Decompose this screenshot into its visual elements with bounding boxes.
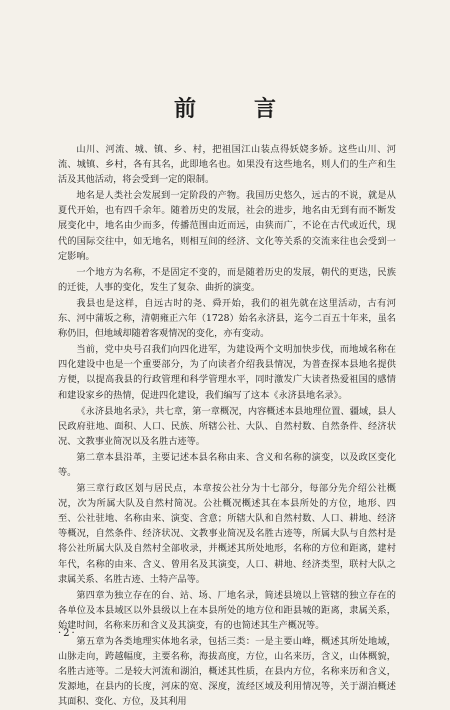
paragraph: 第三章行政区划与居民点，本章按公社分为十七部分，每部分先介绍公社概况，次为所属大队及自然村简况。公社概况概述其在本县所处的方位，地形、四至、公社驻地、名称由来、演变、含意；所辖大队和自然村数、人口、耕地、经济等概况，自然条件、经济状况、文教事业简况及名胜古迹等，所属大队与自然村是将公社所属大队及自然村全部收录，并概述其所处地形，名称的方位和距离，建村年代，名称的由来、含义、曾用名及其演变，人口、耕地、经济类型，联村大队之隶属关系、名胜古迹、土特产品等。 — [58, 483, 396, 585]
paragraph: 一个地方为名称，不是固定不变的，而是随着历史的发展，朝代的更迭，民族的迁徙，人事的变化，发生了复杂、曲折的演变。 — [58, 266, 396, 293]
paragraph: 地名是人类社会发展到一定阶段的产物。我国历史悠久，远古的不说，就是从夏代开始，也有四千余年。随着历史的发展，社会的进步，地名由无到有而不断发展变化中，地名由少而多，传播范围由近而远，由狭而广，不论在古代或近代，现代的国际交往中，如无地名，则相互间的经济、文化等关系的交流来往也会受到一定影响。 — [58, 190, 396, 262]
paragraph: 当前，党中央号召我们向四化进军，为建设两个文明加快步伐，而地域名称在四化建设中也是一个重要部分，为了向读者介绍我县情况，为普查探本县地名提供方便，以提高我县的行政管理和科学管理水平，同时激发广大读者热爱祖国的感情和建设家乡的热情，促进四化建设，我们编写了这本《永济县地名录》。 — [58, 344, 396, 401]
body-text — [58, 142, 396, 710]
paragraph: 我县也是这样，自远古时的尧、舜开始，我们的祖先就在这里活动，古有河东、河中蒲坂之称，清朝雍正六年（1728）始名永济县，迄今二百五十年来，虽名称仍旧，但地域却随着客观情况的变化，亦有变动。 — [58, 297, 396, 340]
paragraph: 《永济县地名录》，共七章，第一章概况，内容概述本县地理位置、疆域，县人民政府驻地、面积、人口、民族、所辖公社、大队、自然村数、自然条件、经济状况、文教事业简况以及名胜古迹等。 — [58, 405, 396, 447]
paragraph: 第四章为独立存在的台、站、场、厂地名录，简述县境以上管辖的独立存在的各单位及本县域区以外县级以上在本县所处的地方位和距县城的距离，隶属关系，始建时间，名称来历和含义及其演变，有的也简述其生产概况等。 — [58, 589, 396, 631]
paragraph: 第五章为各类地理实体地名录，包括三类：一是主要山峰，概述其所处地域，山脉走向，跨越幅度，主要名称，海拔高度，方位，山名来历，含义，山体概貌，名胜古迹等。二是较大河流和湖泊，概述其性质，在县内方位，名称来历和含义，发源地，在县内的长度，河床的宽、深度，流经区域及利用情况等，关于湖泊概述其面积、变化、方位，及其利用 — [58, 636, 396, 708]
page-title: 前 言 — [173, 96, 294, 122]
paragraph: 山川、河流、城、镇、乡、村，把祖国江山装点得妖娆多娇。这些山川、河流、城镇、乡村，各有其名，此即地名也。如果没有这些地名，则人们的生产和生活及其他活动，将会受到一定的限制。 — [58, 144, 396, 186]
paragraph: 第二章本县沿革，主要记述本县名称由来、含义和名称的演变，以及政区变化等。 — [58, 451, 396, 478]
page-number: ·2· — [58, 628, 77, 639]
